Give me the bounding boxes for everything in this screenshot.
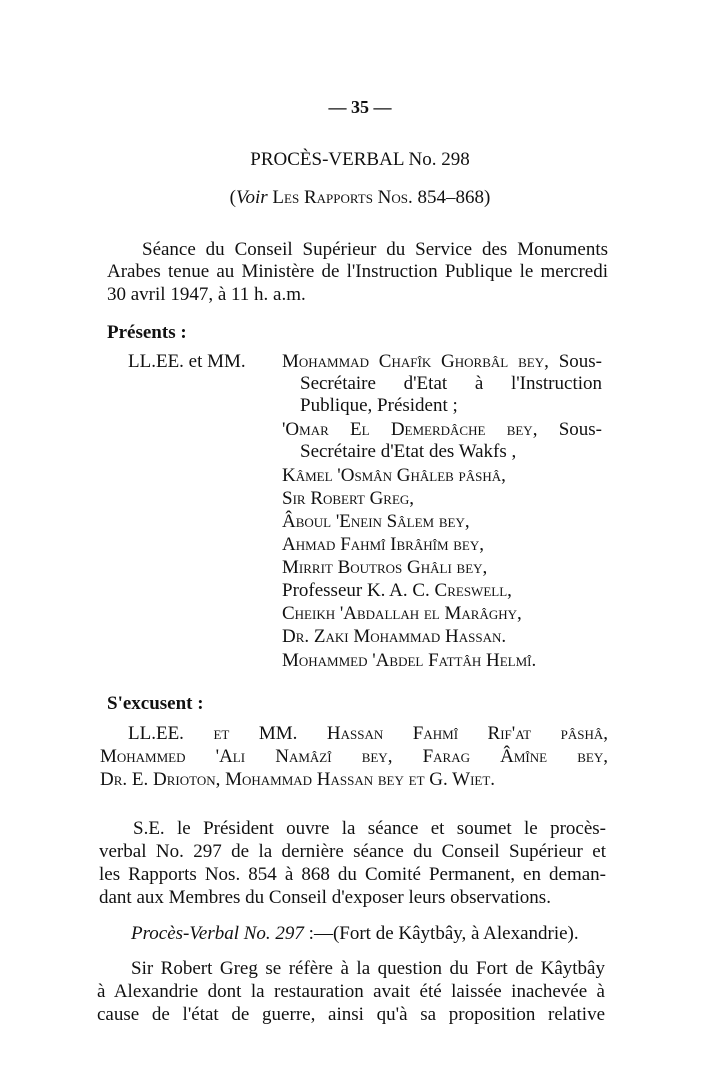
opening-line-4: dant aux Membres du Conseil d'exposer leurs observations. [99,887,551,908]
member-line-9: Ahmad Fahmî Ibrâhîm bey, [282,534,485,555]
member-line-13: Dr. Zaki Mohammad Hassan. [282,626,507,647]
member-line-12: Cheikh 'Abdallah el Marâghy, [282,603,522,624]
page-title: PROCÈS-VERBAL No. 298 [250,149,470,170]
opening-line-2: verbal No. 297 de la dernière séance du Conseil Supérieur et [99,841,606,862]
member-line-1 [282,350,602,373]
opening-line-3: les Rapports Nos. 854 à 868 du Comité Permanent, en deman- [99,864,606,885]
member-prefix: Professeur K. A. C. [282,580,435,601]
member-line-14: Mohammed 'Abdel Fattâh Helmî. [282,650,537,671]
member-line-4 [282,418,602,441]
intro-line-2: Arabes tenue au Ministère de l'Instruction Publique le mercredi [107,261,608,282]
subheading-voir: Voir [235,187,268,208]
presents-prefix: LL.EE. et MM. [128,351,246,372]
intro-line-1: Séance du Conseil Supérieur du Service des Monuments [142,239,608,260]
member-desc: Sous- [548,351,602,372]
member-line-10: Mirrit Boutros Ghâli bey, [282,557,488,578]
excused-line-2: Mohammed 'Ali Namâzî bey, Farag Âmîne bey, [100,746,608,767]
subheading-rest: Les Rapports Nos. 854–868 [267,187,485,208]
opening-line-1: S.E. le Président ouvre la séance et soumet le procès- [133,818,606,839]
member-line-2: Secrétaire d'Etat à l'Instruction [300,373,602,394]
member-line-8: Âboul 'Enein Sâlem bey, [282,511,470,532]
final-line-1: Sir Robert Greg se réfère à la question du Fort de Kâytbây [131,958,605,979]
page-number: — 35 — [328,97,392,117]
pv-heading [131,922,579,945]
pv-heading-rest: :—(Fort de Kâytbây, à Alexandrie). [303,923,579,944]
member-desc: Sous- [537,419,602,440]
member-name: Creswell, [434,580,512,601]
excused-line-1: LL.EE. et MM. Hassan Fahmî Rif'at pâshâ, [128,723,608,744]
member-line-7: Sir Robert Greg, [282,488,415,509]
member-line-6: Kâmel 'Osmân Ghâleb pâshâ, [282,465,506,486]
member-name: 'Omar El Demerdâche bey, [282,419,538,440]
member-name: Mohammad Chafîk Ghorbâl bey, [282,351,549,372]
presents-label: Présents : [107,322,187,343]
final-line-3: cause de l'état de guerre, ainsi qu'à sa proposition relative [97,1004,605,1025]
final-line-2: à Alexandrie dont la restauration avait été laissée inachevée à [97,981,605,1002]
member-line-3: Publique, Président ; [300,395,458,416]
member-line-5: Secrétaire d'Etat des Wakfs , [300,441,517,462]
member-line-11 [282,579,512,602]
subheading: (Voir Les Rapports Nos. 854–868) [229,187,491,208]
excused-line-3: Dr. E. Drioton, Mohammad Hassan bey et G. Wiet. [100,769,496,790]
pv-heading-italic: Procès-Verbal No. 297 [131,923,304,944]
intro-line-3: 30 avril 1947, à 11 h. a.m. [107,284,306,305]
excused-label: S'excusent : [107,693,204,714]
